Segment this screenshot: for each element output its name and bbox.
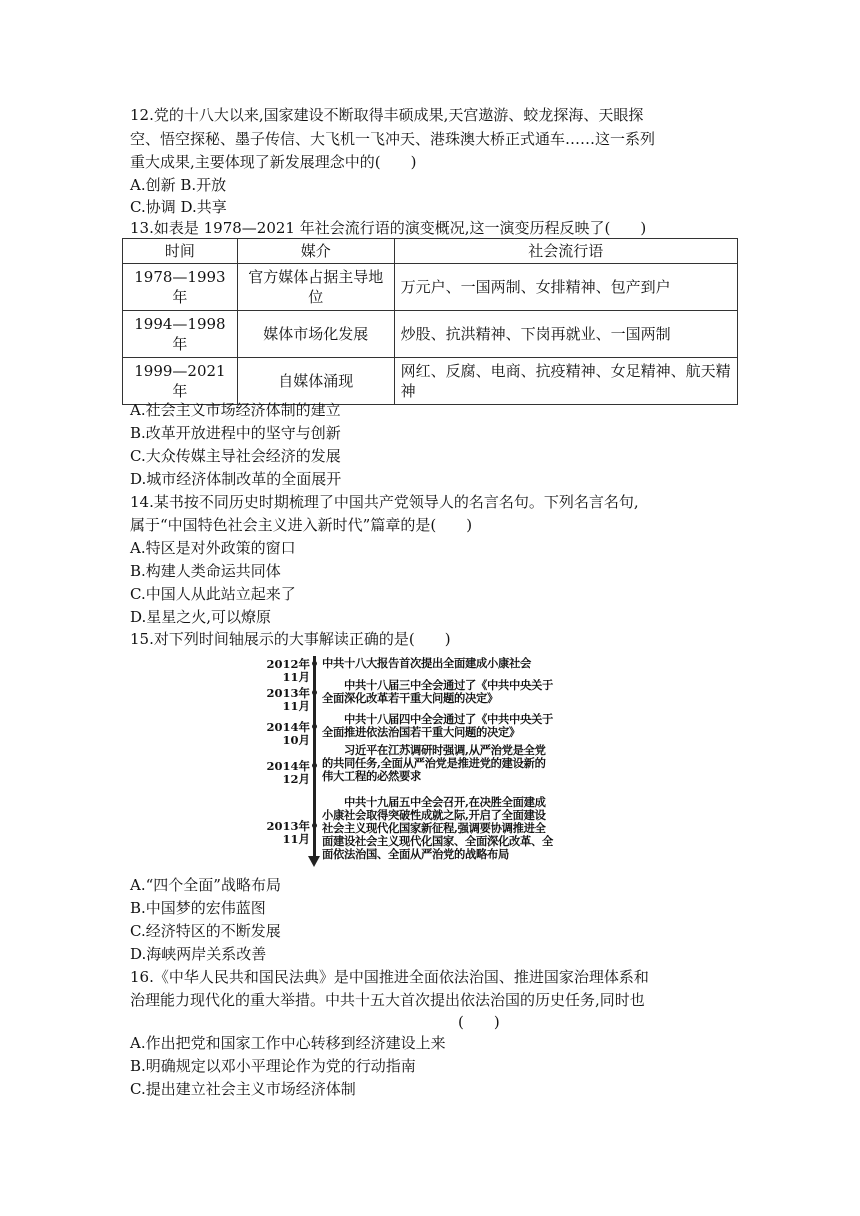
table-cell-media: 自媒体涌现 <box>237 358 394 405</box>
timeline-dot <box>312 661 317 666</box>
q14-stem-line-1: 14.某书按不同历史时期梳理了中国共产党领导人的名言名句。下列名言名句, <box>130 493 639 511</box>
q14-option-b: B.构建人类命运共同体 <box>130 562 281 580</box>
q15-timeline-figure <box>264 654 596 872</box>
q13-option-d: D.城市经济体制改革的全面展开 <box>130 470 342 488</box>
timeline-event-line: 全面深化改革若干重大问题的决定》 <box>322 691 498 705</box>
timeline-month: 11月 <box>282 699 310 713</box>
timeline-dot <box>312 823 317 828</box>
timeline-dot <box>312 690 317 695</box>
q15-stem: 15.对下列时间轴展示的大事解读正确的是( ) <box>130 630 451 648</box>
table-row <box>123 264 738 311</box>
table-header: 媒介 <box>237 239 394 264</box>
table-cell-media: 官方媒体占据主导地位 <box>237 264 394 311</box>
timeline-event <box>322 657 594 670</box>
timeline-event <box>322 713 594 739</box>
table-row <box>123 311 738 358</box>
timeline-event-line: 习近平在江苏调研时强调,从严治党是全党 <box>344 743 546 757</box>
q12-option-cd: C.协调 D.共享 <box>130 198 227 216</box>
timeline-event-line: 伟大工程的必然要求 <box>322 769 421 783</box>
q16-stem-line-2: 治理能力现代化的重大举措。中共十五大首次提出依法治国的历史任务,同时也 <box>130 991 645 1009</box>
timeline-event-line: 中共十八届四中全会通过了《中共中央关于 <box>344 712 553 726</box>
timeline-event <box>322 679 594 705</box>
q12-stem-line-2: 空、悟空探秘、墨子传信、大飞机一飞冲天、港珠澳大桥正式通车……这一系列 <box>130 130 656 148</box>
timeline-event-line: 社会主义现代化国家新征程,强调要协调推进全 <box>322 821 546 835</box>
table-cell-phrases: 炒股、抗洪精神、下岗再就业、一国两制 <box>394 311 737 358</box>
timeline-year: 2014年 <box>266 759 310 773</box>
timeline-month: 10月 <box>282 733 310 747</box>
q14-option-d: D.星星之火,可以燎原 <box>130 608 272 626</box>
table-cell-period: 1994—1998年 <box>123 311 238 358</box>
q15-option-b: B.中国梦的宏伟蓝图 <box>130 899 266 917</box>
table-row <box>123 358 738 405</box>
q16-option-c: C.提出建立社会主义市场经济体制 <box>130 1080 356 1098</box>
table-cell-period: 1999—2021年 <box>123 358 238 405</box>
table-cell-phrases: 网红、反腐、电商、抗疫精神、女足精神、航天精神 <box>394 358 737 405</box>
timeline-year: 2013年 <box>266 819 310 833</box>
timeline-month: 11月 <box>282 670 310 684</box>
timeline-month: 11月 <box>282 832 310 846</box>
q16-answer-bracket: ( ) <box>458 1013 500 1031</box>
timeline-event-line: 中共十八大报告首次提出全面建成小康社会 <box>322 656 531 670</box>
q14-option-a: A.特区是对外政策的窗口 <box>130 539 296 557</box>
q12-option-ab: A.创新 B.开放 <box>130 176 227 194</box>
q13-option-b: B.改革开放进程中的坚守与创新 <box>130 424 341 442</box>
timeline-event-line: 的共同任务,全面从严治党是推进党的建设新的 <box>322 756 546 770</box>
q15-option-d: D.海峡两岸关系改善 <box>130 945 267 963</box>
timeline-event-line: 面依法治国、全面从严治党的战略布局 <box>322 847 509 861</box>
table-cell-media: 媒体市场化发展 <box>237 311 394 358</box>
q14-stem-line-2: 属于“中国特色社会主义进入新时代”篇章的是( ) <box>130 516 473 534</box>
q12-stem-line-1: 12.党的十八大以来,国家建设不断取得丰硕成果,天宫遨游、蛟龙探海、天眼探 <box>130 106 644 124</box>
q13-table <box>122 238 738 405</box>
table-header: 社会流行语 <box>394 239 737 264</box>
timeline-year: 2013年 <box>266 686 310 700</box>
q15-option-c: C.经济特区的不断发展 <box>130 922 281 940</box>
table-header-row <box>123 239 738 264</box>
timeline-year: 2012年 <box>266 657 310 671</box>
q13-stem: 13.如表是 1978—2021 年社会流行语的演变概况,这一演变历程反映了( ) <box>130 219 647 237</box>
timeline-event <box>322 744 594 783</box>
timeline-dot <box>312 724 317 729</box>
table-cell-period: 1978—1993年 <box>123 264 238 311</box>
timeline-event-line: 小康社会取得突破性成就之际,开启了全面建设 <box>322 808 546 822</box>
q16-option-a: A.作出把党和国家工作中心转移到经济建设上来 <box>130 1034 446 1052</box>
timeline-arrow-icon <box>308 856 320 867</box>
q14-option-c: C.中国人从此站立起来了 <box>130 585 296 603</box>
timeline-event-line: 中共十九届五中全会召开,在决胜全面建成 <box>344 795 546 809</box>
q13-option-c: C.大众传媒主导社会经济的发展 <box>130 447 341 465</box>
q15-option-a: A.“四个全面”战略布局 <box>130 876 281 894</box>
timeline-year: 2014年 <box>266 720 310 734</box>
table-cell-phrases: 万元户、一国两制、女排精神、包产到户 <box>394 264 737 311</box>
q16-option-b: B.明确规定以邓小平理论作为党的行动指南 <box>130 1057 416 1075</box>
timeline-event-line: 全面推进依法治国若干重大问题的决定》 <box>322 725 520 739</box>
q13-option-a: A.社会主义市场经济体制的建立 <box>130 401 341 419</box>
timeline-month: 12月 <box>282 772 310 786</box>
timeline-event-line: 中共十八届三中全会通过了《中共中央关于 <box>344 678 553 692</box>
q12-stem-line-3: 重大成果,主要体现了新发展理念中的( ) <box>130 153 417 171</box>
q16-stem-line-1: 16.《中华人民共和国民法典》是中国推进全面依法治国、推进国家治理体系和 <box>130 968 649 986</box>
timeline-event <box>322 796 594 861</box>
timeline-event-line: 面建设社会主义现代化国家、全面深化改革、全 <box>322 834 553 848</box>
table-header: 时间 <box>123 239 238 264</box>
timeline-dot <box>312 763 317 768</box>
